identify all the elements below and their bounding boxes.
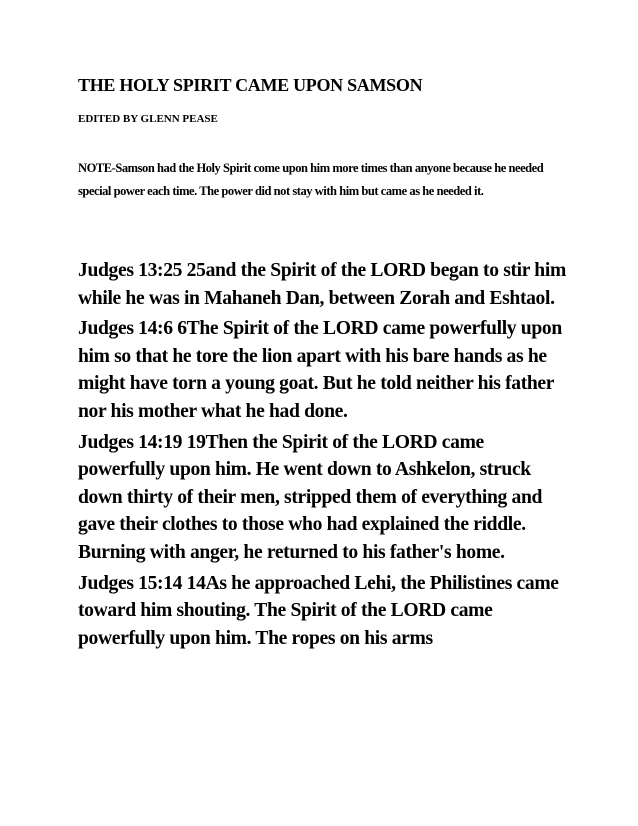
verse-list	[78, 257, 573, 655]
document-note: NOTE-Samson had the Holy Spirit come upon him more times than anyone because he needed special power each time. The power did not stay with him but came as he needed it.	[78, 161, 544, 198]
verse-judges-14-6: Judges 14:6 6The Spirit of the LORD came powerfully upon him so that he tore the lion apart with his bare hands as he might have torn a young goat. But he told neither his father nor his mother what he had done.	[78, 318, 562, 422]
document-title: THE HOLY SPIRIT CAME UPON SAMSON	[78, 75, 423, 95]
verse-judges-15-14: Judges 15:14 14As he approached Lehi, the Philistines came toward him shouting. The Spirit of the LORD came powerfully upon him. The ropes on his arms	[78, 572, 559, 649]
document-editor: EDITED BY GLENN PEASE	[78, 113, 218, 125]
verse-judges-14-19: Judges 14:19 19Then the Spirit of the LORD came powerfully upon him. He went down to Ashkelon, struck down thirty of their men, stripped them of everything and gave their clothes to those who had explained the riddle. Burning with anger, he returned to his father's home.	[78, 431, 543, 563]
verse-judges-13-25: Judges 13:25 25and the Spirit of the LORD began to stir him while he was in Mahaneh Dan, between Zorah and Eshtaol.	[78, 260, 566, 309]
